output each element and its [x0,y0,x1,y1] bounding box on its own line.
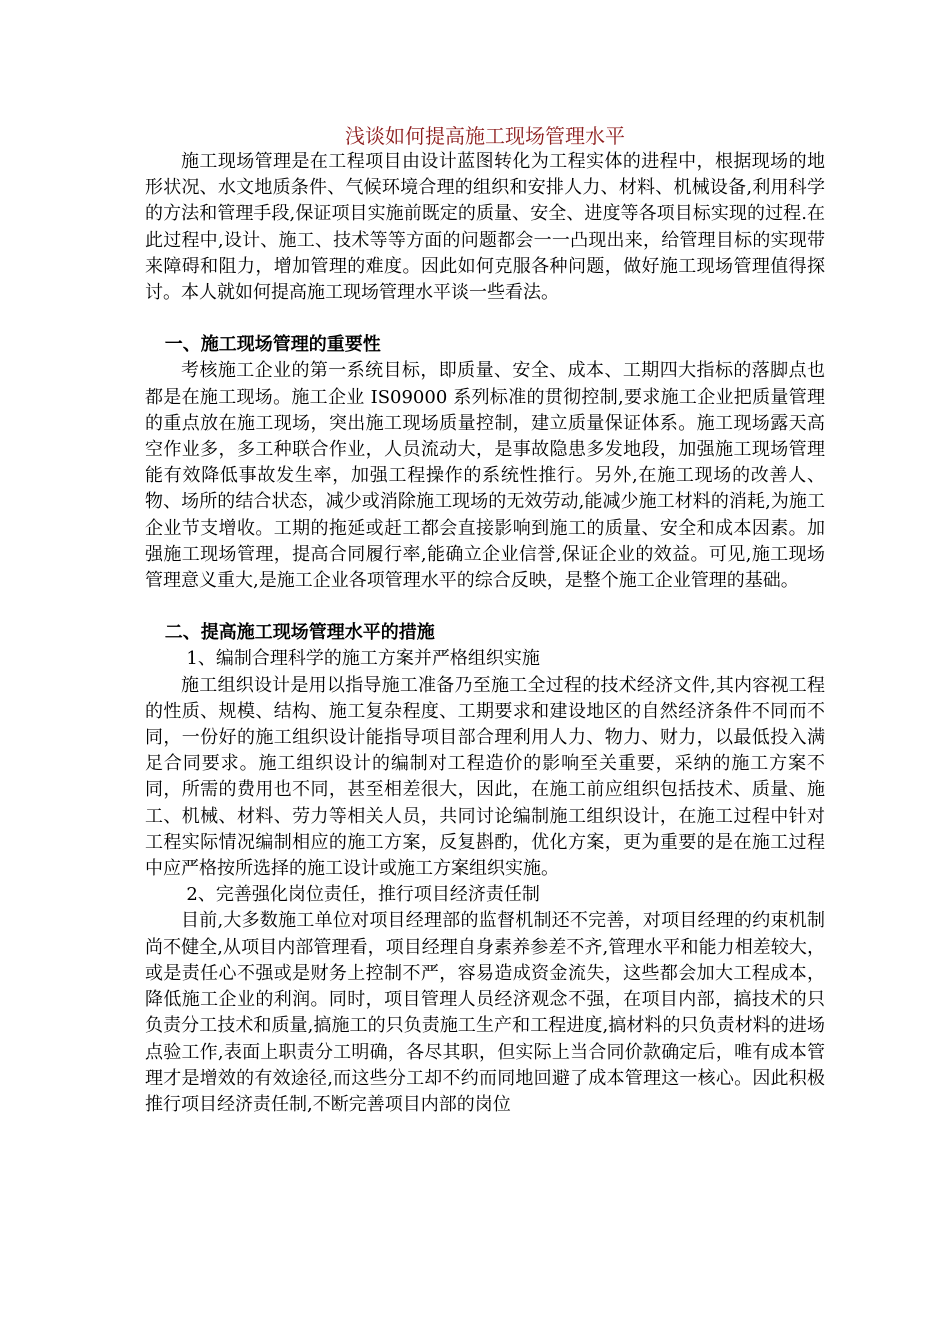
section2-sub2-heading: 2、完善强化岗位责任，推行项目经济责任制 [186,884,540,906]
section2-sub1-paragraph: 施工组织设计是用以指导施工准备乃至施工全过程的技术经济文件,其内容视工程的性质、规模、结构、施工复杂程度、工期要求和建设地区的自然经济条件不同而不同，一份好的施工组织设计能指导项目部合理利用人力、物力、财力，以最低投入满足合同要求。施工组织设计的编制对工程造价的影响至关重要，采纳的施工方案不同，所需的费用也不同，甚至相差很大，因此，在施工前应组织包括技术、质量、施工、机械、材料、劳力等相关人员，共同讨论编制施工组织设计，在施工过程中针对工程实际情况编制相应的施工方案，反复斟酌，优化方案，更为重要的是在施工过程中应严格按所选择的施工设计或施工方案组织实施。 [145,674,825,880]
intro-paragraph: 施工现场管理是在工程项目由设计蓝图转化为工程实体的进程中，根据现场的地形状况、水文地质条件、气候环境合理的组织和安排人力、材料、机械设备,利用科学的方法和管理手段,保证项目实施前既定的质量、安全、进度等各项目标实现的过程.在此过程中,设计、施工、技术等等方面的问题都会一一凸现出来，给管理目标的实现带来障碍和阻力，增加管理的难度。因此如何克服各种问题，做好施工现场管理值得探讨。本人就如何提高施工现场管理水平谈一些看法。 [145,151,825,304]
document-page [145,123,825,1118]
document-title: 浅谈如何提高施工现场管理水平 [345,124,625,148]
section1-heading: 一、施工现场管理的重要性 [164,334,381,356]
section2-sub1-heading: 1、编制合理科学的施工方案并严格组织实施 [186,648,540,670]
section2-sub2-paragraph: 目前,大多数施工单位对项目经理部的监督机制还不完善，对项目经理的约束机制尚不健全,从项目内部管理看，项目经理自身素养参差不齐,管理水平和能力相差较大，或是责任心不强或是财务上控制不严，容易造成资金流失，这些都会加大工程成本，降低施工企业的利润。同时，项目管理人员经济观念不强，在项目内部，搞技术的只负责分工技术和质量,搞施工的只负责施工生产和工程进度,搞材料的只负责材料的进场点验工作,表面上职责分工明确，各尽其职，但实际上当合同价款确定后，唯有成本管理才是增效的有效途径,而这些分工却不约而同地回避了成本管理这一核心。因此积极推行项目经济责任制,不断完善项目内部的岗位 [145,910,825,1115]
section2-heading: 二、提高施工现场管理水平的措施 [164,622,435,644]
section1-paragraph: 考核施工企业的第一系统目标，即质量、安全、成本、工期四大指标的落脚点也都是在施工现场。施工企业 IS09000 系列标准的贯彻控制,要求施工企业把质量管理的重点放在施工现场，突出施工现场质量控制，建立质量保证体系。施工现场露天高空作业多，多工种联合作业，人员流动大，是事故隐患多发地段，加强施工现场管理能有效降低事故发生率，加强工程操作的系统性推行。另外,在施工现场的改善人、物、场所的结合状态，减少或消除施工现场的无效劳动,能减少施工材料的消耗,为施工企业节支增收。工期的拖延或赶工都会直接影响到施工的质量、安全和成本因素。加强施工现场管理，提高合同履行率,能确立企业信誉,保证企业的效益。可见,施工现场管理意义重大,是施工企业各项管理水平的综合反映，是整个施工企业管理的基础。 [145,360,825,592]
